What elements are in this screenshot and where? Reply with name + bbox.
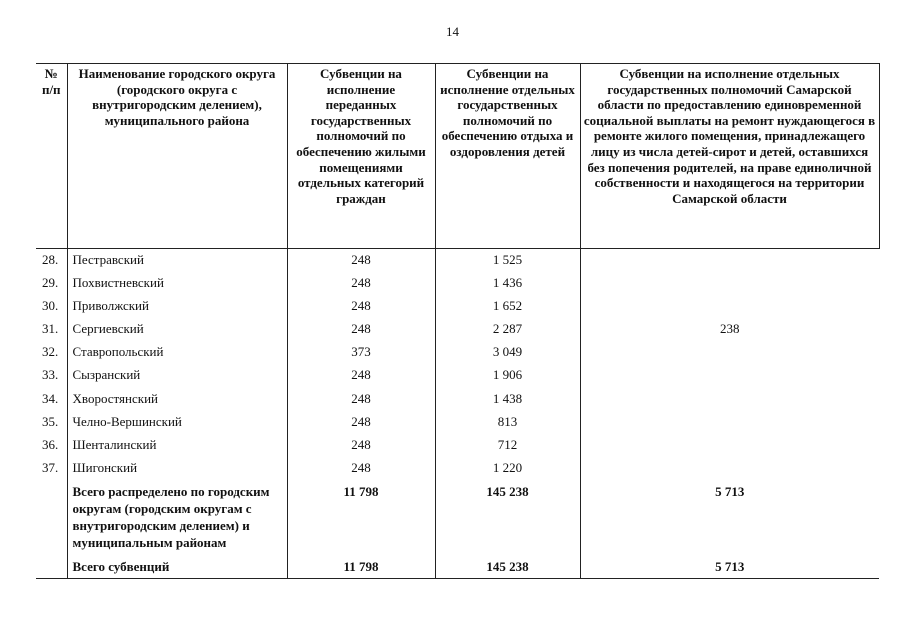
- header-name: Наименование городского округа (городского округа с внутригородским делением), муниципального района: [67, 64, 287, 249]
- row-children-rest-value: 1 436: [435, 272, 580, 295]
- row-housing-value: 248: [287, 318, 435, 341]
- row-number: 32.: [42, 344, 59, 360]
- row-children-rest-value: 1 652: [435, 295, 580, 318]
- total-all-col2: 145 238: [435, 556, 580, 578]
- row-name: Пестравский: [67, 249, 287, 272]
- row-children-rest-value: 1 438: [435, 388, 580, 411]
- row-children-rest-value: 2 287: [435, 318, 580, 341]
- row-orphans-repair-value: [580, 388, 879, 411]
- row-name: Ставропольский: [67, 341, 287, 364]
- row-orphans-repair-value: [580, 411, 879, 434]
- total-all-row: [36, 556, 879, 578]
- row-number: 28.: [42, 252, 59, 267]
- row-housing-value: 248: [287, 364, 435, 387]
- row-name: Похвистневский: [67, 272, 287, 295]
- total-distributed-row: [36, 480, 879, 556]
- row-number: 37.: [42, 460, 59, 476]
- row-children-rest-value: 1 906: [435, 364, 580, 387]
- row-housing-value: 248: [287, 249, 435, 272]
- row-orphans-repair-value: [580, 272, 879, 295]
- row-housing-value: 248: [287, 388, 435, 411]
- header-number: № п/п: [36, 64, 67, 249]
- row-number: 29.: [42, 274, 59, 290]
- row-orphans-repair-value: [580, 295, 879, 318]
- row-orphans-repair-value: [580, 364, 879, 387]
- row-children-rest-value: 1 220: [435, 457, 580, 480]
- row-number: 31.: [42, 321, 59, 337]
- row-housing-value: 248: [287, 434, 435, 457]
- row-orphans-repair-value: [580, 434, 879, 457]
- row-number: 33.: [42, 367, 59, 383]
- row-orphans-repair-value: [580, 249, 879, 272]
- row-children-rest-value: 813: [435, 411, 580, 434]
- table-row: [36, 318, 879, 341]
- table-row: [36, 457, 879, 480]
- table-row: [36, 388, 879, 411]
- total-distributed-col3: 5 713: [580, 480, 879, 556]
- total-distributed-col2: 145 238: [435, 480, 580, 556]
- row-name: Челно-Вершинский: [67, 411, 287, 434]
- row-housing-value: 248: [287, 295, 435, 318]
- row-name: Хворостянский: [67, 388, 287, 411]
- table-header-row: [36, 64, 879, 249]
- total-all-num: [36, 556, 67, 578]
- row-number: 34.: [42, 390, 59, 406]
- row-name: Приволжский: [67, 295, 287, 318]
- total-all-col3: 5 713: [580, 556, 879, 578]
- table-row: [36, 411, 879, 434]
- row-housing-value: 248: [287, 272, 435, 295]
- header-housing-subvention: Субвенции на исполнение переданных государственных полномочий по обеспечению жилыми помещениями отдельных категорий граждан: [287, 64, 435, 249]
- table-row: [36, 341, 879, 364]
- total-distributed-label: Всего распределено по городским округам (городским округам с внутригородским делением) и муниципальным районам: [67, 480, 287, 556]
- row-orphans-repair-value: [580, 341, 879, 364]
- total-all-col1: 11 798: [287, 556, 435, 578]
- row-children-rest-value: 1 525: [435, 249, 580, 272]
- row-children-rest-value: 3 049: [435, 341, 580, 364]
- row-housing-value: 248: [287, 411, 435, 434]
- row-number: 30.: [42, 297, 59, 313]
- row-orphans-repair-value: 238: [580, 318, 879, 341]
- table-row: [36, 249, 879, 272]
- total-distributed-num: [36, 480, 67, 556]
- row-number: 36.: [42, 437, 59, 452]
- table-row: [36, 295, 879, 318]
- row-children-rest-value: 712: [435, 434, 580, 457]
- row-name: Шигонский: [67, 457, 287, 480]
- row-housing-value: 248: [287, 457, 435, 480]
- total-distributed-col1: 11 798: [287, 480, 435, 556]
- row-number: 35.: [42, 413, 59, 429]
- row-name: Шенталинский: [67, 434, 287, 457]
- page-number: 14: [446, 24, 459, 39]
- table-row: [36, 434, 879, 457]
- row-name: Сызранский: [67, 364, 287, 387]
- total-all-label: Всего субвенций: [67, 556, 287, 578]
- subventions-table: [36, 63, 880, 579]
- header-children-rest-subvention: Субвенции на исполнение отдельных государственных полномочий по обеспечению отдыха и оздоровления детей: [435, 64, 580, 249]
- header-orphans-repair-subvention: Субвенции на исполнение отдельных государственных полномочий Самарской области по предоставлению единовременной социальной выплаты на ремонт нуждающегося в ремонте жилого помещения, принадлежащего лицу из числа детей-сирот и детей, оставшихся без попечения родителей, на праве единоличной собственности и находящегося на территории Самарской области: [580, 64, 879, 249]
- row-name: Сергиевский: [67, 318, 287, 341]
- row-orphans-repair-value: [580, 457, 879, 480]
- table-row: [36, 272, 879, 295]
- row-housing-value: 373: [287, 341, 435, 364]
- table-row: [36, 364, 879, 387]
